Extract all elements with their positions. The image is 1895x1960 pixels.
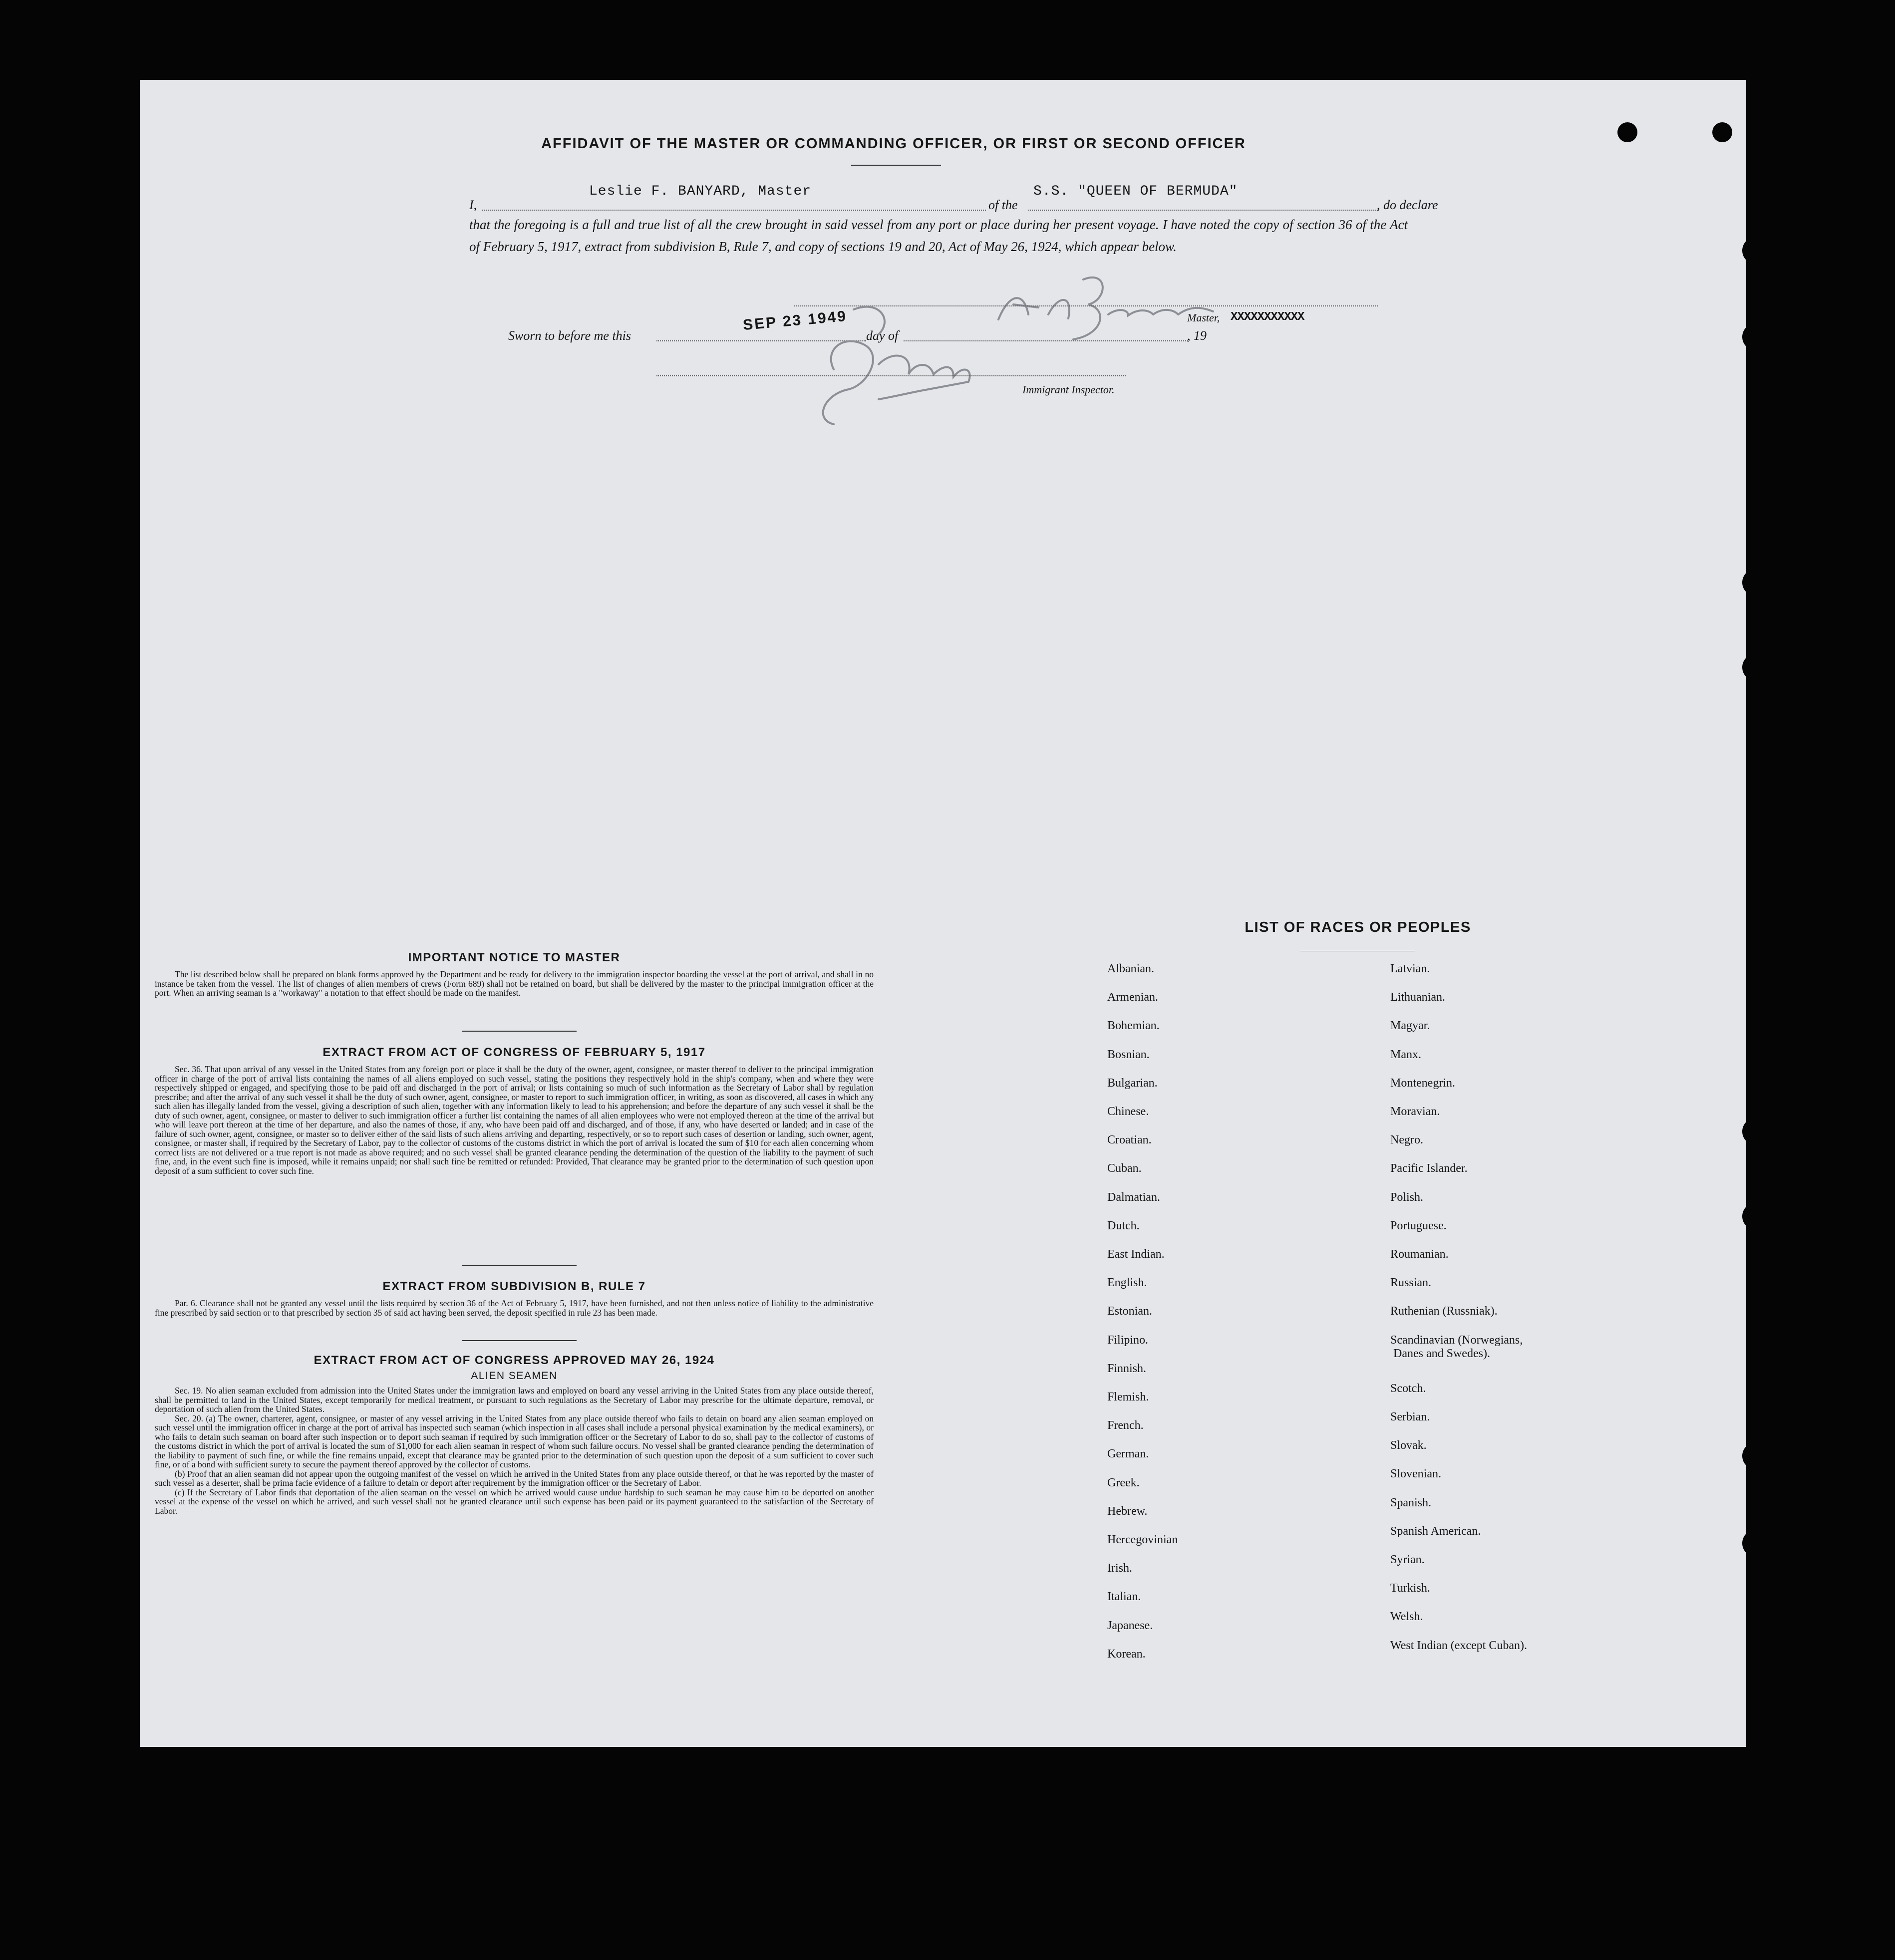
- race-item: French.: [1107, 1419, 1144, 1432]
- race-item: Dalmatian.: [1107, 1190, 1160, 1204]
- race-item: Polish.: [1390, 1190, 1424, 1204]
- race-item: Bosnian.: [1107, 1048, 1150, 1061]
- race-item: Estonian.: [1107, 1305, 1152, 1318]
- punch-hole: [1742, 1118, 1746, 1145]
- name-line: [482, 210, 986, 211]
- punch-hole: [1742, 1530, 1746, 1557]
- vessel-line: [1028, 210, 1378, 211]
- race-item: Filipino.: [1107, 1333, 1149, 1347]
- race-item: English.: [1107, 1276, 1147, 1290]
- race-item: Scotch.: [1390, 1382, 1426, 1395]
- race-item: Manx.: [1390, 1048, 1421, 1061]
- section-20b-paragraph: (b) Proof that an alien seaman did not appear upon the outgoing manifest of the vessel on which he arrived in the United States from any place outside thereof, or that he was reported by the master of such vessel as a deserter, shall be prima facie evidence of a failure to detain or deport after requirement by the immigration officer or the Secretary of Labor.: [155, 1468, 874, 1488]
- race-item: German.: [1107, 1447, 1149, 1461]
- race-item: Roumanian.: [1390, 1248, 1449, 1261]
- punch-hole: [1742, 569, 1746, 596]
- race-item: Armenian.: [1107, 991, 1158, 1004]
- race-item: Flemish.: [1107, 1391, 1149, 1403]
- date-stamp: SEP 23 1949: [742, 307, 848, 334]
- punch-hole: [1742, 1442, 1746, 1469]
- extract-1924-subtitle: ALIEN SEAMEN: [471, 1370, 558, 1382]
- race-item: Albanian.: [1107, 962, 1154, 975]
- race-item: Irish.: [1107, 1562, 1132, 1575]
- name-value: Leslie F. BANYARD, Master: [589, 184, 812, 199]
- section-20c-paragraph: (c) If the Secretary of Labor finds that deportation of the alien seaman on the vessel on which he arrived would cause undue hardship to such seaman he may cause him to be deported on another vessel at the expense of the vessel on which he arrived, and such vessel shall not be granted clearance until such expense has been paid or its payment guaranteed to the satisfaction of the Secretary of Labor.: [155, 1487, 874, 1516]
- of-the-label: of the: [988, 198, 1018, 212]
- punch-hole: [1742, 323, 1746, 350]
- extract-1924-text: [155, 1386, 874, 1515]
- race-item: Magyar.: [1390, 1019, 1430, 1033]
- race-item: Japanese.: [1107, 1619, 1153, 1632]
- punch-hole: [1617, 122, 1637, 142]
- race-item: Bulgarian.: [1107, 1076, 1158, 1090]
- race-item: Moravian.: [1390, 1105, 1440, 1118]
- inspector-label: Immigrant Inspector.: [1022, 383, 1115, 396]
- race-item: Russian.: [1390, 1276, 1432, 1290]
- race-item: Italian.: [1107, 1590, 1141, 1604]
- affidavit-title: AFFIDAVIT OF THE MASTER OR COMMANDING OFFICER, OR FIRST OR SECOND OFFICER: [541, 136, 1246, 152]
- race-item: Ruthenian (Russniak).: [1390, 1305, 1498, 1318]
- race-item: Slovak.: [1390, 1439, 1427, 1452]
- race-item: Welsh.: [1390, 1610, 1423, 1624]
- inspector-signature: [764, 289, 1003, 434]
- sworn-label: Sworn to before me this: [508, 328, 632, 343]
- notice-title: IMPORTANT NOTICE TO MASTER: [408, 951, 621, 964]
- race-item: Spanish American.: [1390, 1524, 1481, 1538]
- master-title-struck: XXXXXXXXXXX: [1231, 310, 1304, 324]
- extract-rule7-rule: [462, 1340, 577, 1341]
- notice-rule: [462, 1031, 577, 1032]
- master-label: Master,: [1187, 311, 1220, 324]
- race-item: Chinese.: [1107, 1105, 1149, 1118]
- punch-hole: [1742, 654, 1746, 681]
- race-item: Spanish.: [1390, 1496, 1432, 1509]
- punch-hole: [1712, 122, 1732, 142]
- race-item: Negro.: [1390, 1133, 1423, 1147]
- race-item: Latvian.: [1390, 962, 1430, 975]
- vessel-value: S.S. "QUEEN OF BERMUDA": [1033, 184, 1238, 199]
- race-item: Korean.: [1107, 1647, 1146, 1661]
- year-label: , 19: [1187, 328, 1207, 343]
- race-item: East Indian.: [1107, 1248, 1165, 1261]
- race-item: Montenegrin.: [1390, 1076, 1455, 1090]
- day-of-label: day of: [866, 328, 899, 343]
- extract-rule7-title: EXTRACT FROM SUBDIVISION B, RULE 7: [382, 1280, 646, 1293]
- extract-1917-text: Sec. 36. That upon arrival of any vessel in the United States from any foreign port or place it shall be the duty of the owner, agent, consignee, or master thereof to deliver to the principal immigration officer in charge of the port of arrival lists containing the names of all aliens employed on such vessel, stating the positions they respectively hold in the ship's company, when and where they were respectively shipped or engaged, and specifying those to be paid off and discharged in the port of arrival; or lists containing so much of such information as the Secretary of Labor shall by regulation prescribe; and after the arrival of any such vessel it shall be the duty of such owner, agent, consignee, or master to report to such immigration officer, in writing, as soon as discovered, all cases in which any such alien has illegally landed from the vessel, giving a description of such alien, together with any information likely to lead to his apprehension; and before the departure of any such vessel it shall be the duty of such owner, agent, consignee, or master to deliver to such immigration officer a further list containing the names of all alien employees who were not employed thereon at the time of the arrival but who will leave port thereon at the time of her departure, and also the names of those, if any, who have been paid off and discharged, and of those, if any, who have deserted or landed; and in case of the failure of such owner, agent, consignee, or master so to deliver either of the said lists of such aliens arriving and departing, respectively, or so to report such cases of desertion or landing, such owner, agent, consignee, or master shall, if required by the Secretary of Labor, pay to the collector of customs of the customs district in which the port of arrival is located the sum of $10 for each alien concerning whom correct lists are not delivered or a true report is not made as above required; and no such vessel shall be granted clearance pending the determination of the question of the liability to the payment of such fine, and, in the event such fine is imposed, while it remains unpaid; nor shall such fine be remitted or refunded: Provided, That clearance may be granted prior to the determination of such question upon deposit of a sum sufficient to cover such fine.: [155, 1064, 874, 1176]
- notice-text: The list described below shall be prepared on blank forms approved by the Department and be ready for delivery to the immigration inspector boarding the vessel at the port of arrival, and shall in no instance be taken from the vessel. The list of changes of alien members of crews (Form 689) shall not be retained on board, but shall be delivered by the master to the principal immigration officer at the port. When an arriving seaman is a "workaway" a notation to that effect should be made on the manifest.: [155, 969, 874, 998]
- race-item: Serbian.: [1390, 1410, 1430, 1424]
- i-label: I,: [469, 198, 477, 212]
- race-item: Croatian.: [1107, 1133, 1152, 1147]
- race-item: Syrian.: [1390, 1553, 1425, 1567]
- race-item: Hercegovinian: [1107, 1533, 1178, 1546]
- punch-hole: [1742, 1203, 1746, 1230]
- race-item: Slovenian.: [1390, 1467, 1441, 1481]
- race-item: Finnish.: [1107, 1362, 1147, 1375]
- inspector-signature-line: [656, 375, 1126, 376]
- extract-rule7-text: Par. 6. Clearance shall not be granted any vessel until the lists required by section 36 of the Act of February 5, 1917, have been furnished, and not then unless notice of liability to the administrative fine prescribed by said section or to that prescribed by section 35 of said act having been served, the deposit specified in rule 23 has been made.: [155, 1298, 874, 1318]
- punch-hole: [1742, 237, 1746, 264]
- race-item: Dutch.: [1107, 1219, 1140, 1232]
- race-item: Cuban.: [1107, 1162, 1142, 1175]
- title-rule: [851, 165, 941, 166]
- do-declare-label: , do declare: [1377, 198, 1438, 212]
- race-item: Hebrew.: [1107, 1504, 1148, 1518]
- race-item: Pacific Islander.: [1390, 1162, 1468, 1175]
- extract-1917-rule: [462, 1265, 577, 1266]
- extract-1924-title: EXTRACT FROM ACT OF CONGRESS APPROVED MAY 26, 1924: [314, 1354, 715, 1367]
- race-item: Bohemian.: [1107, 1019, 1160, 1033]
- race-item: West Indian (except Cuban).: [1390, 1639, 1527, 1652]
- section-20a-paragraph: Sec. 20. (a) The owner, charterer, agent, consignee, or master of any vessel arriving in the United States from any place outside thereof who fails to detain on board any alien seaman employed on such vessel until the immigration officer in charge at the port of arrival has inspected such seaman (which inspection in all cases shall include a personal physical examination by the medical examiners), or who fails to detain such seaman on board after such inspection or to deport such seaman if required by such immigration officer or the Secretary of Labor to do so, shall pay to the collector of customs of the customs district in which the port of arrival is located the sum of $1,000 for each alien seaman in respect of whom such failure occurs. No vessel shall be granted clearance pending the determination of the liability to payment of such fine, or while the fine remains unpaid, except that clearance may be granted prior to the determination of such question upon the deposit of a sum sufficient to cover such fine, or of a bond with sufficient surety to secure the payment thereof approved by the collector of customs.: [155, 1413, 874, 1469]
- extract-1917-title: EXTRACT FROM ACT OF CONGRESS OF FEBRUARY 5, 1917: [322, 1046, 706, 1059]
- race-item: Greek.: [1107, 1476, 1140, 1489]
- race-item: Lithuanian.: [1390, 991, 1445, 1004]
- section-19-paragraph: Sec. 19. No alien seaman excluded from admission into the United States under the immigration laws and employed on board any vessel arriving in the United States from any place outside thereof, shall be permitted to land in the United States, except temporarily for medical treatment, or pursuant to such regulations as the Secretary of Labor may prescribe for the ultimate departure, removal, or deportation of such alien from the United States.: [155, 1386, 874, 1414]
- race-item: Turkish.: [1390, 1582, 1430, 1595]
- races-title: LIST OF RACES OR PEOPLES: [1245, 919, 1471, 935]
- race-item: Portuguese.: [1390, 1219, 1447, 1232]
- manifest-page: [140, 80, 1746, 1747]
- declaration-text: that the foregoing is a full and true list of all the crew brought in said vessel from any port or place during her present voyage. I have noted the copy of section 36 of the Act of February 5, 1917, extract from subdivision B, Rule 7, and copy of sections 19 and 20, Act of May 26, 1924, which appear below.: [469, 217, 1408, 254]
- race-item: Scandinavian (Norwegians, Danes and Swedes).: [1390, 1333, 1523, 1360]
- master-signature: [978, 260, 1218, 344]
